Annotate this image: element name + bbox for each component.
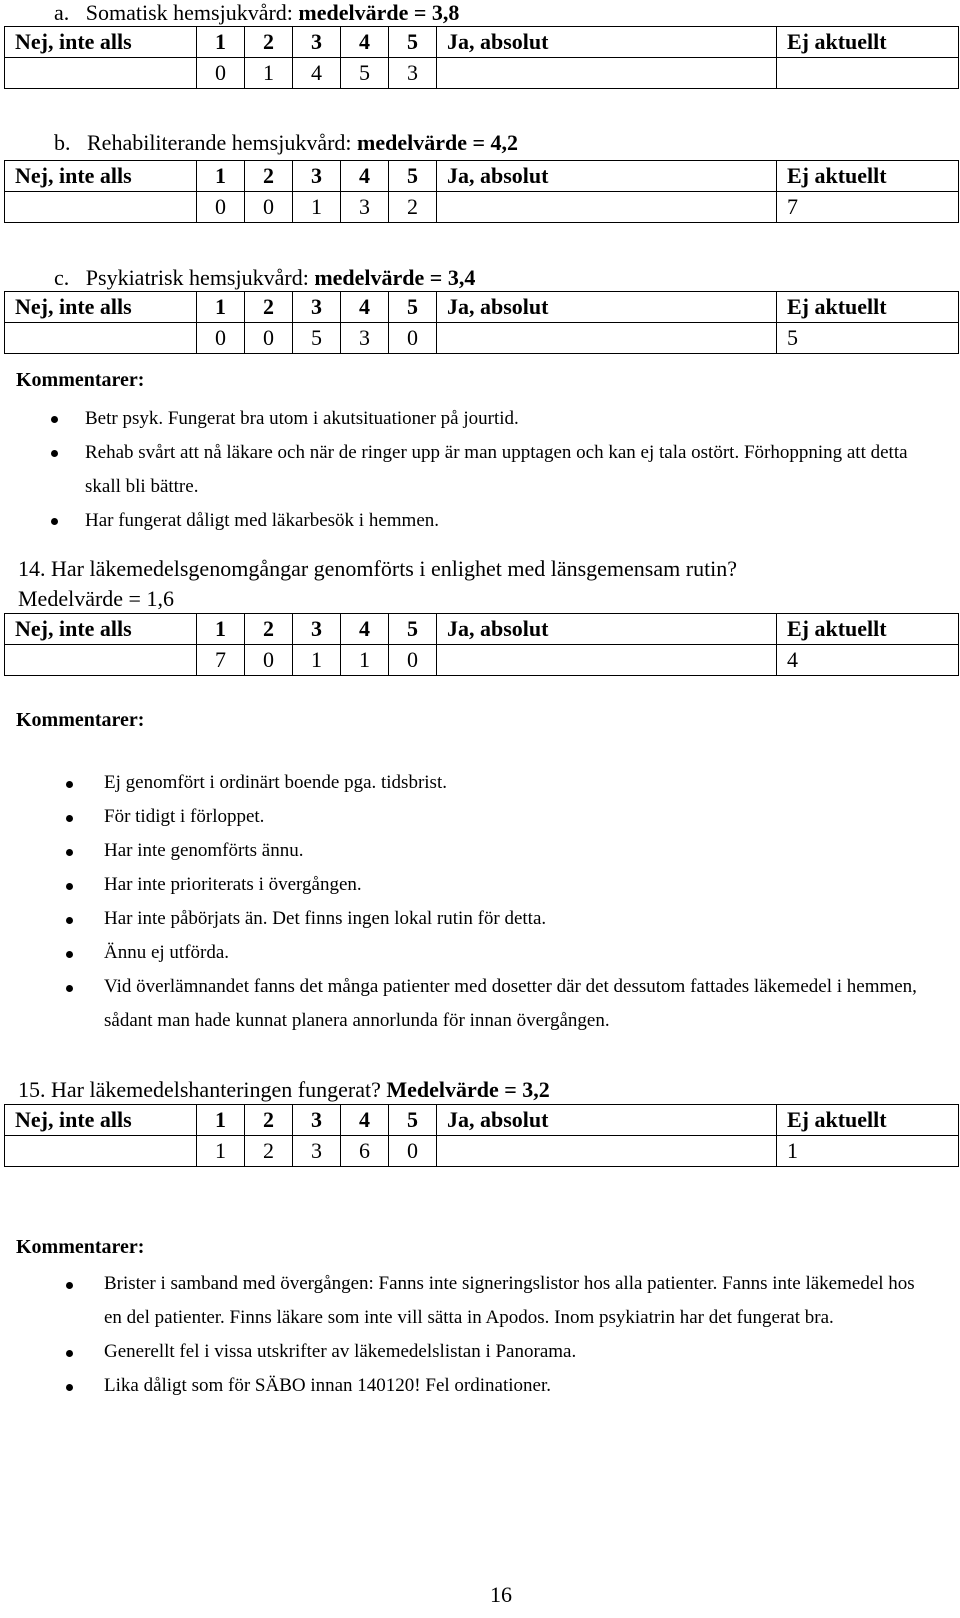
na-count: 5 [777, 323, 959, 354]
table-header-row [5, 1105, 959, 1136]
na-label: Ej aktuellt [777, 161, 959, 192]
scale-4: 4 [341, 614, 389, 645]
count-3: 5 [293, 323, 341, 354]
list-item: Rehab svårt att nå läkare och när de ringer upp är man upptagen och kan ej tala ostört. Förhoppning att detta skall bli bättre. [85, 436, 915, 504]
scale-5: 5 [389, 27, 437, 58]
high-label: Ja, absolut [437, 292, 777, 323]
low-label: Nej, inte alls [5, 1105, 197, 1136]
na-label: Ej aktuellt [777, 614, 959, 645]
scale-5: 5 [389, 614, 437, 645]
scale-3: 3 [293, 27, 341, 58]
scale-4: 4 [341, 1105, 389, 1136]
scale-2: 2 [245, 1105, 293, 1136]
count-1: 7 [197, 645, 245, 676]
count-4: 6 [341, 1136, 389, 1167]
count-5: 0 [389, 323, 437, 354]
list-item: Har fungerat dåligt med läkarbesök i hemmen. [85, 504, 945, 538]
count-1: 0 [197, 58, 245, 89]
table-count-row [5, 1136, 959, 1167]
comments-heading-q14: Kommentarer: [16, 709, 145, 731]
list-item: Har inte genomförts ännu. [104, 834, 944, 868]
count-2: 0 [245, 323, 293, 354]
question-14-title: 14. Har läkemedelsgenomgångar genomförts i enlighet med länsgemensam rutin? [18, 556, 738, 581]
list-item: Har inte prioriterats i övergången. [104, 868, 944, 902]
na-count: 4 [777, 645, 959, 676]
count-1: 1 [197, 1136, 245, 1167]
high-label: Ja, absolut [437, 161, 777, 192]
count-5: 0 [389, 1136, 437, 1167]
list-item: Ännu ej utförda. [104, 936, 944, 970]
na-count [777, 58, 959, 89]
section-a-heading: a. Somatisk hemsjukvård: medelvärde = 3,8 [54, 0, 460, 25]
scale-5: 5 [389, 161, 437, 192]
list-item: För tidigt i förloppet. [104, 800, 944, 834]
table-header-row [5, 614, 959, 645]
scale-3: 3 [293, 161, 341, 192]
count-4: 3 [341, 192, 389, 223]
count-5: 0 [389, 645, 437, 676]
scale-1: 1 [197, 161, 245, 192]
table-count-row [5, 323, 959, 354]
low-label: Nej, inte alls [5, 614, 197, 645]
scale-1: 1 [197, 27, 245, 58]
scale-3: 3 [293, 292, 341, 323]
comments-heading-c: Kommentarer: [16, 369, 145, 391]
rating-table-b [4, 160, 959, 223]
question-15-title: 15. Har läkemedelshanteringen fungerat? Medelvärde = 3,2 [18, 1077, 550, 1102]
scale-2: 2 [245, 292, 293, 323]
list-item: Vid överlämnandet fanns det många patienter med dosetter där det dessutom fattades läkemedel i hemmen, sådant man hade kunnat planera annorlunda för innan övergången. [104, 970, 919, 1038]
scale-3: 3 [293, 614, 341, 645]
scale-4: 4 [341, 161, 389, 192]
scale-1: 1 [197, 1105, 245, 1136]
low-label: Nej, inte alls [5, 161, 197, 192]
list-item: Lika dåligt som för SÄBO innan 140120! Fel ordinationer. [104, 1369, 944, 1403]
rating-table-a [4, 26, 959, 89]
table-count-row [5, 645, 959, 676]
scale-1: 1 [197, 292, 245, 323]
list-item: Brister i samband med övergången: Fanns inte signeringslistor hos alla patienter. Fanns inte läkemedel hos en del patienter. Finns läkare som inte vill sätta in Apodos. Inom psykiatrin har det fungerat bra. [104, 1267, 934, 1335]
question-14-mean: Medelvärde = 1,6 [18, 586, 174, 611]
low-label: Nej, inte alls [5, 27, 197, 58]
count-3: 4 [293, 58, 341, 89]
na-count: 1 [777, 1136, 959, 1167]
list-item: Ej genomfört i ordinärt boende pga. tidsbrist. [104, 766, 944, 800]
scale-5: 5 [389, 292, 437, 323]
count-3: 1 [293, 645, 341, 676]
scale-1: 1 [197, 614, 245, 645]
scale-3: 3 [293, 1105, 341, 1136]
high-label: Ja, absolut [437, 27, 777, 58]
comment-list-q14 [104, 766, 944, 1038]
na-label: Ej aktuellt [777, 1105, 959, 1136]
high-label: Ja, absolut [437, 614, 777, 645]
scale-5: 5 [389, 1105, 437, 1136]
table-count-row [5, 192, 959, 223]
scale-2: 2 [245, 614, 293, 645]
scale-4: 4 [341, 292, 389, 323]
scale-2: 2 [245, 27, 293, 58]
count-4: 1 [341, 645, 389, 676]
na-count: 7 [777, 192, 959, 223]
section-b-heading: b. Rehabiliterande hemsjukvård: medelvärde = 4,2 [54, 130, 519, 155]
count-4: 3 [341, 323, 389, 354]
count-3: 1 [293, 192, 341, 223]
high-label: Ja, absolut [437, 1105, 777, 1136]
page-number: 16 [490, 1582, 512, 1607]
scale-2: 2 [245, 161, 293, 192]
comment-list-q15 [104, 1267, 944, 1403]
count-5: 3 [389, 58, 437, 89]
count-2: 1 [245, 58, 293, 89]
scale-4: 4 [341, 27, 389, 58]
na-label: Ej aktuellt [777, 292, 959, 323]
count-1: 0 [197, 192, 245, 223]
comment-list-c [85, 402, 945, 538]
table-header-row [5, 161, 959, 192]
na-label: Ej aktuellt [777, 27, 959, 58]
table-count-row [5, 58, 959, 89]
count-1: 0 [197, 323, 245, 354]
count-5: 2 [389, 192, 437, 223]
list-item: Generellt fel i vissa utskrifter av läkemedelslistan i Panorama. [104, 1335, 944, 1369]
rating-table-q15 [4, 1104, 959, 1167]
table-header-row [5, 27, 959, 58]
section-c-heading: c. Psykiatrisk hemsjukvård: medelvärde = 3,4 [54, 265, 476, 290]
count-4: 5 [341, 58, 389, 89]
low-label: Nej, inte alls [5, 292, 197, 323]
rating-table-q14 [4, 613, 959, 676]
comments-heading-q15: Kommentarer: [16, 1236, 145, 1258]
rating-table-c [4, 291, 959, 354]
count-2: 0 [245, 192, 293, 223]
count-2: 2 [245, 1136, 293, 1167]
count-3: 3 [293, 1136, 341, 1167]
list-item: Har inte påbörjats än. Det finns ingen lokal rutin för detta. [104, 902, 944, 936]
table-header-row [5, 292, 959, 323]
list-item: Betr psyk. Fungerat bra utom i akutsituationer på jourtid. [85, 402, 945, 436]
count-2: 0 [245, 645, 293, 676]
